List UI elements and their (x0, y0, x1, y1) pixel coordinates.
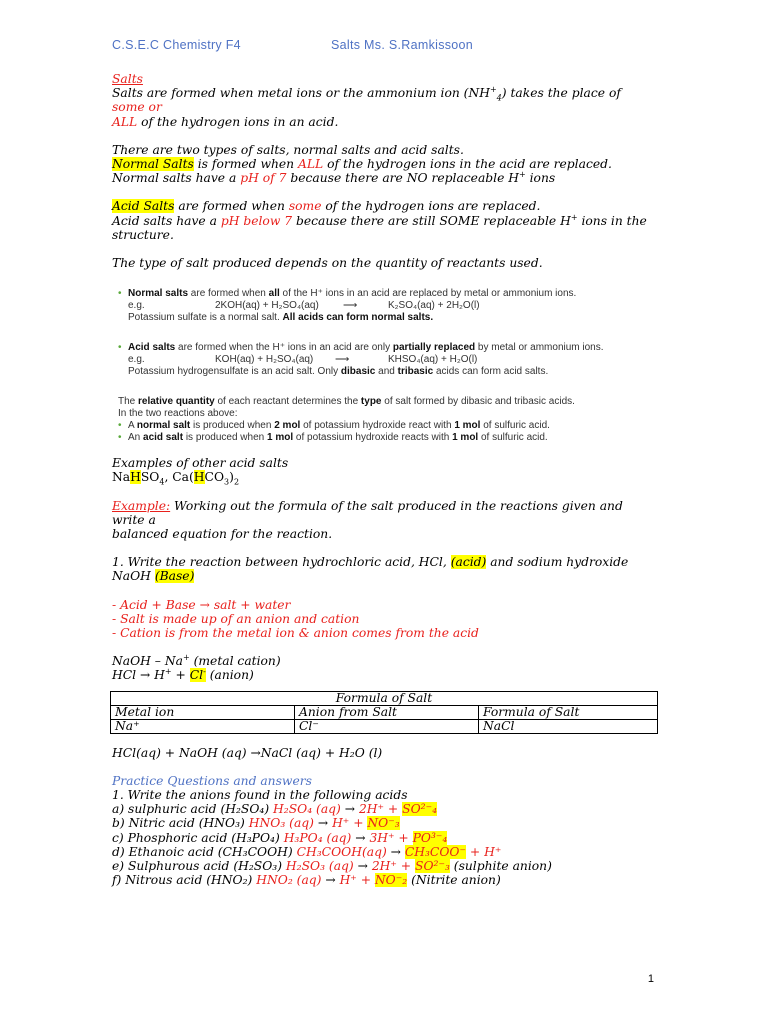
table-header: Formula of Salt (479, 705, 658, 719)
example-q1: 1. Write the reaction between hydrochloric acid, HCl, (acid) and sodium hydroxide (112, 555, 629, 570)
textbook-normal-note: Potassium sulfate is a normal salt. All acids can form normal salts. (128, 312, 434, 324)
note-3: - Cation is from the metal ion & anion comes from the acid (112, 626, 479, 641)
table-cell: Na⁺ (111, 719, 295, 733)
types-line: There are two types of salts, normal salts and acid salts. (112, 142, 464, 157)
practice-c: c) Phosphoric acid (H₃PO₄) H₃PO₄ (aq) → 3H⁺ + PO³⁻₄ (112, 830, 448, 845)
page-number: 1 (647, 973, 654, 985)
example-q1-2: NaOH (Base) (112, 569, 195, 584)
textbook-bullet-1: • A normal salt is produced when 2 mol of potassium hydroxide react with 1 mol of sulfuric acid. (118, 420, 550, 432)
practice-f: f) Nitrous acid (HNO₂) HNO₂ (aq) → H⁺ + NO⁻₂ (Nitrite anion) (112, 873, 501, 888)
acid-salts-ph-cont: structure. (112, 227, 174, 242)
textbook-eq-2: e.g. KOH(aq) + H₂SO₄(aq) ⟶ KHSO₄(aq) + H₂O(l) (128, 354, 478, 366)
ion-line-2: HCl → H+ + Cl- (anion) (112, 667, 254, 683)
table-cell: Cl⁻ (295, 719, 479, 733)
practice-e: e) Sulphurous acid (H₂SO₃) H₂SO₃ (aq) → 2H⁺ + SO²⁻₃ (sulphite anion) (112, 859, 552, 874)
table-header: Anion from Salt (295, 705, 479, 719)
textbook-normal-def: • Normal salts are formed when all of the H⁺ ions in an acid are replaced by metal or ammonium ions. (118, 288, 577, 300)
quantity-line: The type of salt produced depends on the quantity of reactants used. (112, 256, 543, 271)
example-task-2: balanced equation for the reaction. (112, 527, 333, 542)
acid-salts-def: Acid Salts are formed when some of the hydrogen ions are replaced. (112, 199, 541, 214)
example-task: Example: Working out the formula of the salt produced in the reactions given and write a (112, 498, 623, 527)
examples-heading: Examples of other acid salts (112, 456, 289, 471)
intro-line-1: Salts are formed when metal ions or the ammonium ion $(NH^+_4)$ takes the place of some or (112, 85, 621, 115)
textbook-relative-2: In the two reactions above: (118, 408, 238, 420)
textbook-eq-1: e.g. 2KOH(aq) + H₂SO₄(aq) ⟶ K₂SO₄(aq) + 2H₂O(l) (128, 300, 480, 312)
practice-d: d) Ethanoic acid (CH₃COOH) CH₃COOH(aq) → CH₃COO⁻ + H⁺ (112, 844, 502, 859)
table-header: Metal ion (111, 705, 295, 719)
table-cell: NaCl (479, 719, 658, 733)
practice-a: a) sulphuric acid (H₂SO₄) H₂SO₄ (aq) → 2H⁺ + SO²⁻₄ (112, 802, 437, 817)
salt-formula-table (110, 691, 658, 734)
normal-salts-ph: Normal salts have a pH of 7 because there are NO replaceable H+ ions (112, 170, 556, 186)
table-title: Formula of Salt (111, 691, 658, 705)
normal-salts-def: Normal Salts is formed when ALL of the hydrogen ions in the acid are replaced. (112, 157, 612, 172)
examples-formulas: NaHSO$_4$, $Ca(HCO_3)_2$ (112, 470, 240, 487)
acid-salts-ph: Acid salts have a pH below 7 because there are still SOME replaceable H+ ions in the (112, 212, 647, 228)
textbook-excerpt (118, 288, 650, 444)
textbook-bullet-2: • An acid salt is produced when 1 mol of potassium hydroxide reacts with 1 mol of sulfuric acid. (118, 432, 548, 444)
textbook-acid-def: • Acid salts are formed when the H⁺ ions in an acid are only partially replaced by metal or ammonium ions. (118, 342, 604, 354)
practice-b: b) Nitric acid (HNO₃) HNO₃ (aq) → H⁺ + NO⁻₃ (112, 816, 400, 831)
ion-line-1: NaOH – Na+ (metal cation) (112, 653, 281, 669)
note-2: - Salt is made up of an anion and cation (112, 611, 360, 626)
document-body (112, 72, 657, 888)
note-1: - Acid + Base → salt + water (112, 597, 291, 612)
salts-heading: Salts (112, 72, 143, 86)
full-equation: HCl(aq) + NaOH (aq) →NaCl (aq) + H₂O (l) (112, 745, 383, 760)
intro-line-2: ALL of the hydrogen ions in an acid. (112, 114, 339, 129)
header-course: C.S.E.C Chemistry F4 (112, 38, 241, 52)
textbook-acid-note: Potassium hydrogensulfate is an acid salt. Only dibasic and tribasic acids can form acid salts. (128, 366, 549, 378)
practice-question: 1. Write the anions found in the following acids (112, 788, 408, 803)
textbook-relative: The relative quantity of each reactant determines the type of salt formed by dibasic and tribasic acids. (118, 396, 575, 408)
header-title: Salts Ms. S.Ramkissoon (331, 38, 474, 52)
practice-heading: Practice Questions and answers (112, 773, 312, 788)
